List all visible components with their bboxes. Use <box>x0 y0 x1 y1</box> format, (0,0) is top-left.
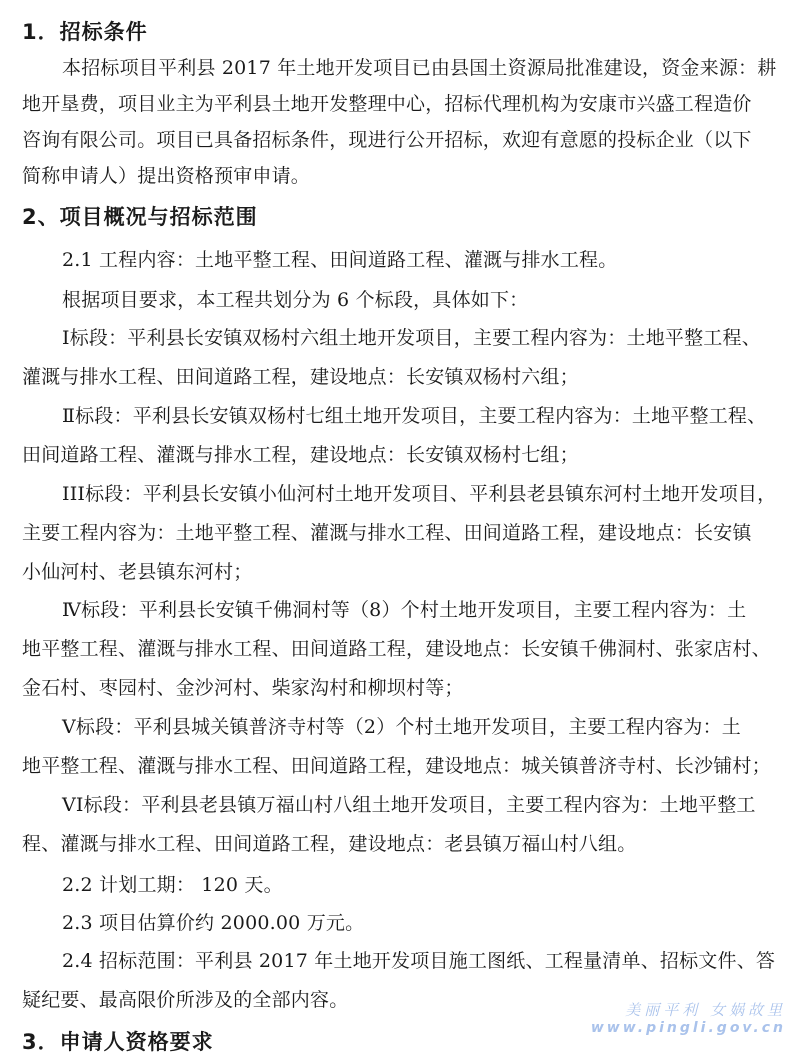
lot-1-line: Ⅰ标段：平利县长安镇双杨村六组土地开发项目，主要工程内容为：土地平整工程、 <box>62 327 761 349</box>
lot-3-line: 小仙河村、老县镇东河村； <box>22 561 253 583</box>
watermark-url: www.pingli.gov.cn <box>590 1020 786 1036</box>
section-1-line: 简称申请人）提出资格预审申请。 <box>22 165 311 187</box>
lot-4-line: 金石村、枣园村、金沙河村、柴家沟村和柳坝村等； <box>22 677 464 699</box>
section-1-line: 本招标项目平利县 2017 年土地开发项目已由县国土资源局批准建设，资金来源：耕 <box>62 57 777 79</box>
section-1-line: 地开垦费，项目业主为平利县土地开发整理中心，招标代理机构为安康市兴盛工程造价 <box>22 93 752 115</box>
lot-3-line: III标段：平利县长安镇小仙河村土地开发项目、平利县老县镇东河村土地开发项目， <box>62 483 777 505</box>
item-2-4-line: 疑纪要、最高限价所涉及的全部内容。 <box>22 989 349 1011</box>
lot-4-line: Ⅳ标段：平利县长安镇千佛洞村等（8）个村土地开发项目，主要工程内容为：土 <box>62 599 747 621</box>
watermark-slogan: 美丽平利 女娲故里 <box>625 1001 786 1019</box>
section-1-heading: 1．招标条件 <box>22 20 148 44</box>
lot-2-line: Ⅱ标段：平利县长安镇双杨村七组土地开发项目，主要工程内容为：土地平整工程、 <box>62 405 767 427</box>
item-2-4-line: 2.4 招标范围：平利县 2017 年土地开发项目施工图纸、工程量清单、招标文件、答 <box>62 950 776 972</box>
lot-6-line: 程、灌溉与排水工程、田间道路工程，建设地点：老县镇万福山村八组。 <box>22 833 637 855</box>
site-watermark <box>591 999 786 1036</box>
lot-6-line: VI标段：平利县老县镇万福山村八组土地开发项目，主要工程内容为：土地平整工 <box>62 794 756 816</box>
lot-5-line: 地平整工程、灌溉与排水工程、田间道路工程，建设地点：城关镇普济寺村、长沙铺村； <box>22 755 771 777</box>
lots-intro: 根据项目要求，本工程共划分为 6 个标段，具体如下： <box>62 289 529 311</box>
section-1-line: 咨询有限公司。项目已具备招标条件，现进行公开招标，欢迎有意愿的投标企业（以下 <box>22 129 752 151</box>
item-2-1: 2.1 工程内容：土地平整工程、田间道路工程、灌溉与排水工程。 <box>62 249 618 271</box>
lot-2-line: 田间道路工程、灌溉与排水工程，建设地点：长安镇双杨村七组； <box>22 444 579 466</box>
item-2-2: 2.2 计划工期： 120 天。 <box>62 874 283 896</box>
section-2-heading: 2、项目概况与招标范围 <box>22 205 258 229</box>
item-2-3: 2.3 项目估算价约 2000.00 万元。 <box>62 912 365 934</box>
lot-1-line: 灌溉与排水工程、田间道路工程，建设地点：长安镇双杨村六组； <box>22 366 579 388</box>
lot-3-line: 主要工程内容为：土地平整工程、灌溉与排水工程、田间道路工程，建设地点：长安镇 <box>22 522 752 544</box>
section-3-heading: 3．申请人资格要求 <box>22 1030 214 1054</box>
lot-4-line: 地平整工程、灌溉与排水工程、田间道路工程，建设地点：长安镇千佛洞村、张家店村、 <box>22 638 771 660</box>
lot-5-line: Ⅴ标段：平利县城关镇普济寺村等（2）个村土地开发项目，主要工程内容为：土 <box>62 716 742 738</box>
